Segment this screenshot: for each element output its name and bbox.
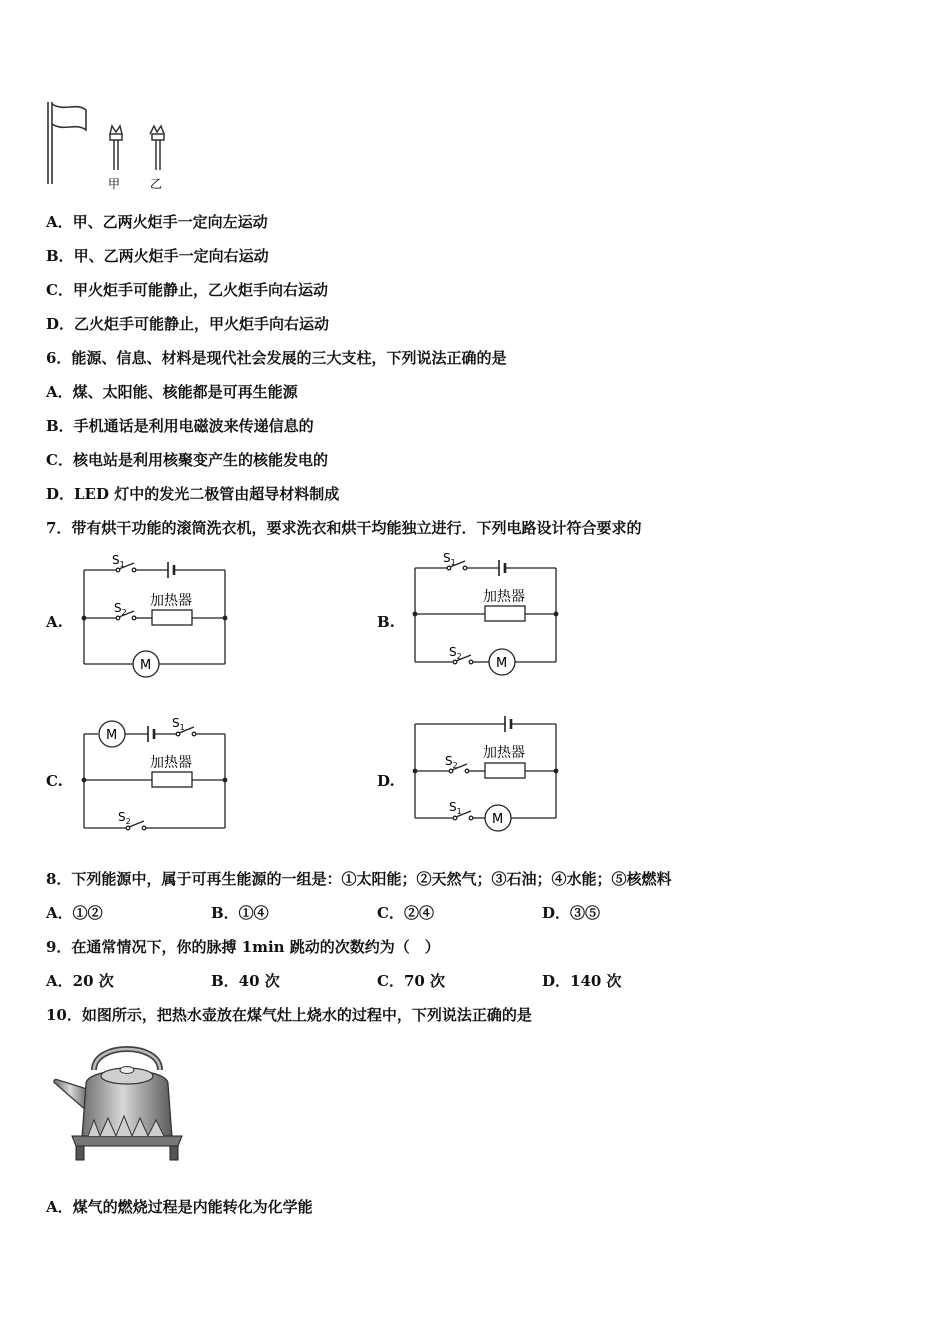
circuit-a-motor-label: M <box>140 658 152 673</box>
q5-option-b: B．甲、乙两火炬手一定向右运动 <box>46 247 269 265</box>
torch-jia-icon <box>110 126 122 170</box>
q10-stem: 10．如图所示，把热水壶放在煤气灶上烧水的过程中，下列说法正确的是 <box>46 1006 532 1024</box>
torch-jia-label: 甲 <box>108 177 121 191</box>
q7-label-a: A. <box>46 613 63 631</box>
circuit-a-s2-label: $S_2$ <box>114 601 127 617</box>
torch-yi-label: 乙 <box>150 177 163 191</box>
kettle-figure <box>50 1040 190 1165</box>
q8-option-d: D．③⑤ <box>542 904 601 922</box>
q6-option-d: D．LED 灯中的发光二极管由超导材料制成 <box>46 485 340 503</box>
circuit-b-s1-label: $S_1$ <box>443 551 456 567</box>
circuit-a-s1-label: $S_1$ <box>112 553 125 569</box>
q6-option-a: A．煤、太阳能、核能都是可再生能源 <box>46 383 298 401</box>
q5-option-c: C．甲火炬手可能静止，乙火炬手向右运动 <box>46 281 328 299</box>
q9-stem: 9．在通常情况下，你的脉搏 1min 跳动的次数约为（ ） <box>46 938 440 956</box>
circuit-a <box>82 552 228 682</box>
q7-label-d: D. <box>377 772 395 790</box>
q8-option-a: A．①② <box>46 904 103 922</box>
circuit-c-heater-label: 加热器 <box>150 755 192 771</box>
q10-option-a: A．煤气的燃烧过程是内能转化为化学能 <box>46 1198 313 1216</box>
torch-yi-icon <box>150 126 164 170</box>
circuit-b-motor-label: M <box>496 656 508 671</box>
q7-label-b: B. <box>377 613 395 631</box>
q9-option-c: C．70 次 <box>377 972 446 990</box>
circuit-c-motor-label: M <box>106 728 118 743</box>
circuit-c-s2-label: $S_2$ <box>118 810 131 826</box>
circuit-b-heater-label: 加热器 <box>483 589 525 605</box>
circuit-d-s1-label: $S_1$ <box>449 800 462 816</box>
q8-option-c: C．②④ <box>377 904 434 922</box>
q9-option-b: B．40 次 <box>211 972 280 990</box>
q5-option-a: A．甲、乙两火炬手一定向左运动 <box>46 213 268 231</box>
q8-stem: 8．下列能源中，属于可再生能源的一组是：①太阳能；②天然气；③石油；④水能；⑤核燃料 <box>46 870 672 888</box>
circuit-d <box>413 712 559 832</box>
q7-label-c: C. <box>46 772 63 790</box>
q8-option-b: B．①④ <box>211 904 269 922</box>
q9-option-a: A．20 次 <box>46 972 114 990</box>
q5-option-d: D．乙火炬手可能静止，甲火炬手向右运动 <box>46 315 330 333</box>
q6-option-c: C．核电站是利用核聚变产生的核能发电的 <box>46 451 328 469</box>
q6-option-b: B．手机通话是利用电磁波来传递信息的 <box>46 417 314 435</box>
circuit-d-heater-label: 加热器 <box>483 745 525 761</box>
circuit-a-heater-label: 加热器 <box>150 593 192 609</box>
q6-stem: 6．能源、信息、材料是现代社会发展的三大支柱，下列说法正确的是 <box>46 349 507 367</box>
q7-stem: 7．带有烘干功能的滚筒洗衣机，要求洗衣和烘干均能独立进行．下列电路设计符合要求的 <box>46 519 642 537</box>
circuit-d-motor-label: M <box>492 812 504 827</box>
circuit-c <box>82 714 228 834</box>
circuit-b <box>413 550 559 680</box>
circuit-d-s2-label: $S_2$ <box>445 754 458 770</box>
torch-figure <box>40 96 180 196</box>
circuit-c-s1-label: $S_1$ <box>172 716 185 732</box>
q9-option-d: D．140 次 <box>542 972 622 990</box>
flag-icon <box>48 102 86 184</box>
circuit-b-s2-label: $S_2$ <box>449 645 462 661</box>
